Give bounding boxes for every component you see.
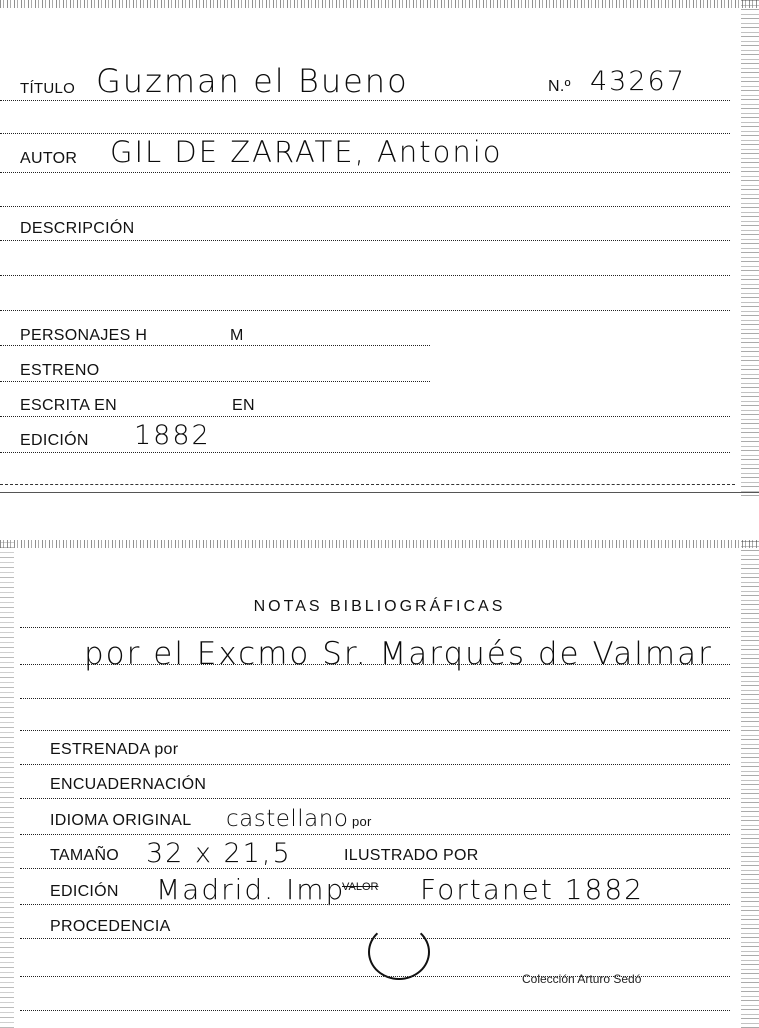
edicion-label: EDICIÓN [50, 883, 119, 900]
procedencia-label: PROCEDENCIA [50, 918, 171, 935]
titulo-value: Guzman el Bueno [96, 62, 409, 100]
rule-edicion [20, 904, 730, 905]
personajes-m-label: M [230, 327, 244, 344]
estrenada-label: ESTRENADA por [50, 741, 179, 758]
edicion-value-a: Madrid. Imp [156, 873, 346, 906]
rule-tamano [20, 868, 730, 869]
rule-7 [0, 310, 730, 311]
notas-heading: NOTAS BIBLIOGRÁFICAS [253, 598, 506, 615]
encuadernacion-label: ENCUADERNACIÓN [50, 776, 207, 793]
estreno-label: ESTRENO [20, 362, 100, 379]
idioma-value: castellano [226, 806, 349, 832]
valor-label-struck: VALOR [342, 881, 379, 893]
autor-label: AUTOR [20, 150, 78, 167]
numero-value: 43267 [590, 66, 686, 97]
rule-idioma [20, 834, 730, 835]
rule-bottom [20, 1010, 730, 1011]
escrita-en-label: EN [232, 397, 255, 414]
rule-bottom-dash [0, 484, 735, 485]
card-edge-top [0, 0, 759, 8]
rule-3 [20, 698, 730, 699]
rule-heading [20, 627, 730, 628]
tamano-label: TAMAÑO [50, 847, 120, 864]
card-bottom-edge [0, 492, 759, 493]
titulo-label: TÍTULO [20, 80, 76, 97]
ilustrado-label: ILUSTRADO POR [344, 847, 479, 864]
edicion-value: 1882 [134, 420, 211, 451]
rule-6 [0, 275, 730, 276]
rule-escrita [0, 416, 730, 417]
note-value: por el Excmo Sr. Marqués de Valmar [84, 636, 713, 672]
idioma-por-label: por [352, 814, 372, 829]
autor-value: GIL DE ZARATE, Antonio [110, 135, 503, 169]
rule-estrenada [20, 764, 730, 765]
idioma-label: IDIOMA ORIGINAL [50, 812, 192, 829]
catalog-card-front [0, 0, 759, 496]
rule-estreno [0, 381, 430, 382]
edicion-label: EDICIÓN [20, 432, 89, 449]
numero-label: N.º [548, 78, 571, 95]
descripcion-label: DESCRIPCIÓN [20, 220, 135, 237]
rule-edicion [0, 452, 730, 453]
rule-autor [0, 172, 730, 173]
rule-titulo [0, 100, 730, 101]
card-edge-top [0, 540, 759, 548]
tamano-value: 32 x 21,5 [146, 838, 292, 869]
catalog-card-back [0, 540, 759, 1028]
rule-4 [20, 730, 730, 731]
escrita-label: ESCRITA EN [20, 397, 117, 414]
rule-note [20, 664, 730, 665]
rule-4 [0, 206, 730, 207]
rule-personajes [0, 345, 430, 346]
rule-encuadernacion [20, 798, 730, 799]
personajes-label: PERSONAJES H [20, 327, 148, 344]
collection-credit: Colección Arturo Sedó [522, 972, 642, 986]
rule-2 [0, 133, 730, 134]
stamp-circle [368, 924, 430, 980]
rule-descripcion [0, 240, 730, 241]
edicion-value-b: Fortanet 1882 [420, 873, 644, 906]
card-edge-right [741, 0, 759, 496]
